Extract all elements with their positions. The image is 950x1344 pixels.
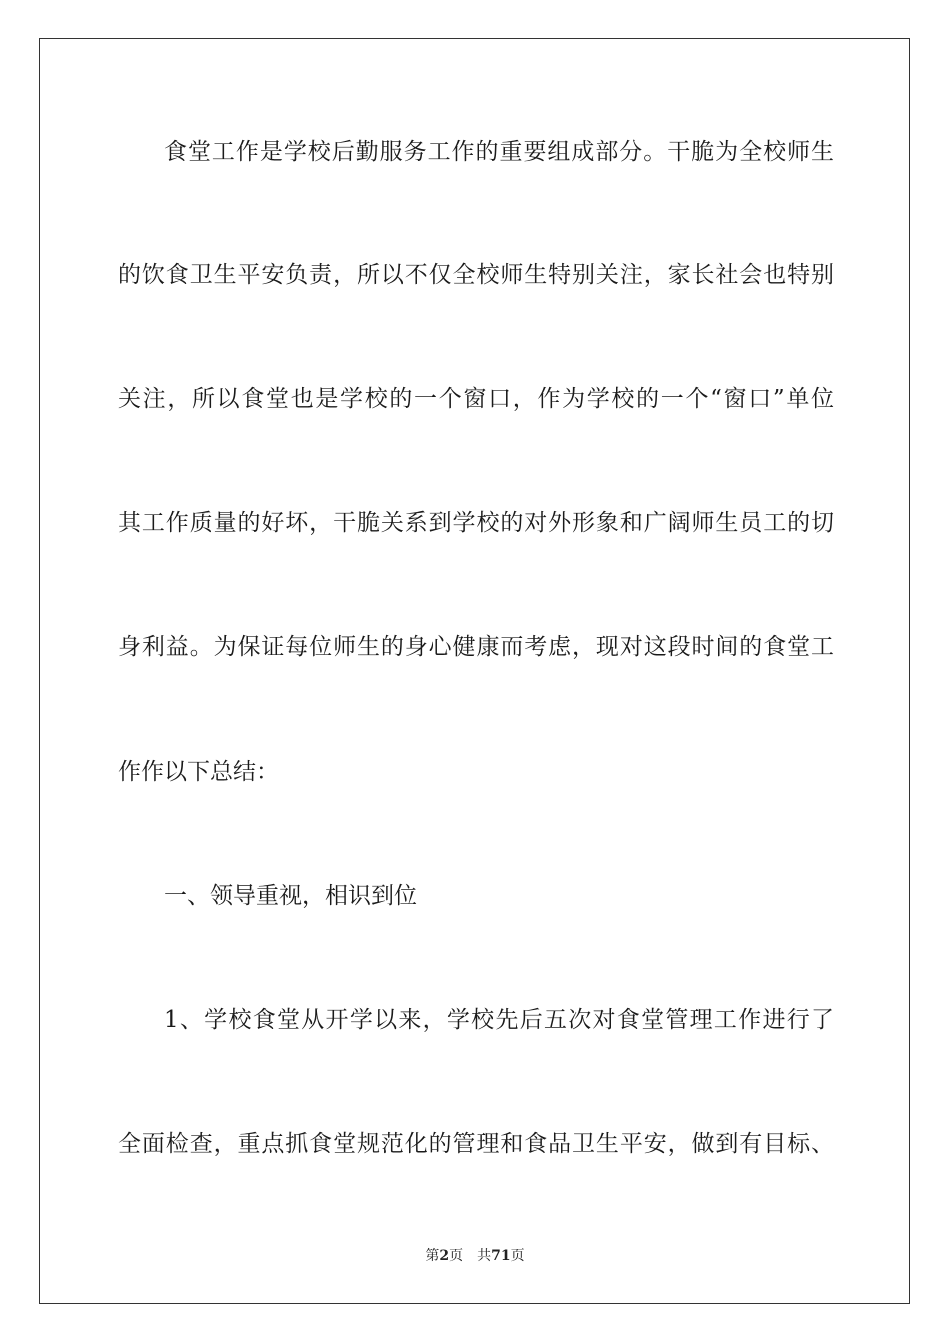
body-paragraph-line: 全面检查，重点抓食堂规范化的管理和食品卫生平安，做到有目标、 [118,1131,834,1157]
footer-page-number: 2 [439,1248,450,1264]
body-paragraph-line: 其工作质量的好坏，干脆关系到学校的对外形象和广阔师生员工的切 [118,510,834,536]
section-heading: 一、领导重视，相识到位 [164,883,417,909]
footer-page-prefix: 第 [425,1248,440,1264]
body-paragraph-line: 的饮食卫生平安负责，所以不仅全校师生特别关注，家长社会也特别 [118,262,834,288]
footer-page-suffix: 页 [449,1248,464,1264]
page-footer [0,1247,950,1265]
body-paragraph-line: 作作以下总结： [118,759,279,785]
body-paragraph-line: 食堂工作是学校后勤服务工作的重要组成部分。干脆为全校师生 [164,139,834,165]
footer-total-number: 71 [491,1248,511,1264]
body-paragraph-line: 关注，所以食堂也是学校的一个窗口，作为学校的一个“窗口”单位 [118,386,834,412]
footer-total-prefix: 共 [477,1248,492,1264]
page-border [39,38,910,1304]
body-paragraph-line: 身利益。为保证每位师生的身心健康而考虑，现对这段时间的食堂工 [118,634,834,660]
footer-total-suffix: 页 [510,1248,525,1264]
body-paragraph-line: 1、学校食堂从开学以来，学校先后五次对食堂管理工作进行了 [164,1007,834,1033]
